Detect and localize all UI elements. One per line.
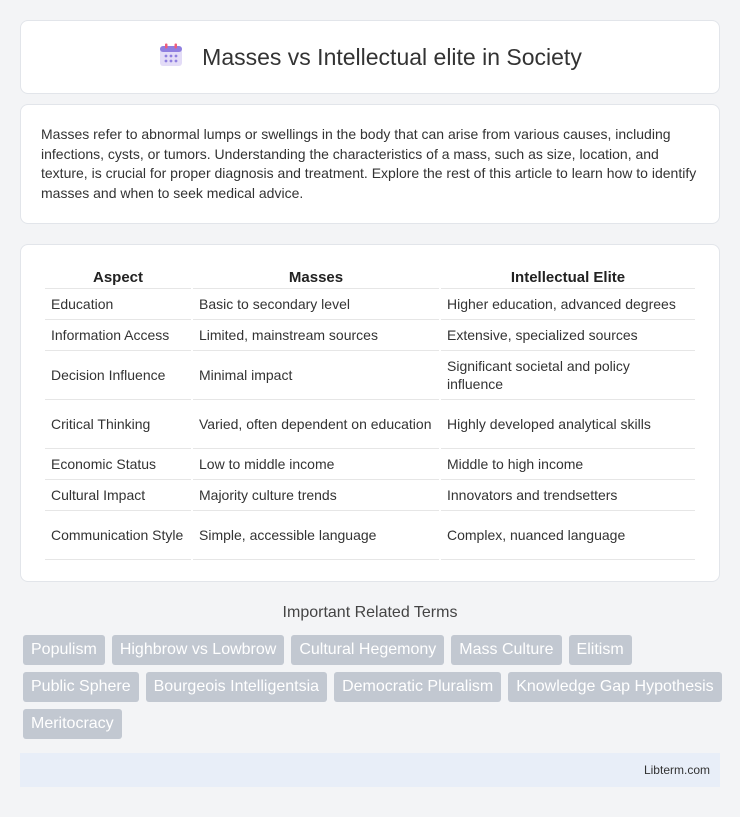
tag-public-sphere[interactable]: Public Sphere (23, 672, 139, 702)
table-row (45, 480, 695, 511)
table-cell: Low to middle income (193, 449, 439, 480)
comparison-table-card (20, 244, 720, 582)
column-header-masses: Masses (193, 265, 439, 289)
table-row (45, 449, 695, 480)
table-cell: Communication Style (45, 511, 191, 560)
table-cell: Limited, mainstream sources (193, 320, 439, 351)
tag-bourgeois-intelligentsia[interactable]: Bourgeois Intelligentsia (146, 672, 327, 702)
tag-cultural-hegemony[interactable]: Cultural Hegemony (291, 635, 444, 665)
page-title: Masses vs Intellectual elite in Society (202, 43, 582, 70)
table-cell: Simple, accessible language (193, 511, 439, 560)
tag-democratic-pluralism[interactable]: Democratic Pluralism (334, 672, 501, 702)
comparison-table (43, 265, 697, 560)
table-cell: Extensive, specialized sources (441, 320, 695, 351)
tag-highbrow-vs-lowbrow[interactable]: Highbrow vs Lowbrow (112, 635, 285, 665)
tag-populism[interactable]: Populism (23, 635, 105, 665)
table-cell: Varied, often dependent on education (193, 400, 439, 449)
table-cell: Highly developed analytical skills (441, 400, 695, 449)
table-row (45, 400, 695, 449)
table-header-row (45, 265, 695, 289)
column-header-aspect: Aspect (45, 265, 191, 289)
tag-elitism[interactable]: Elitism (569, 635, 632, 665)
table-cell: Complex, nuanced language (441, 511, 695, 560)
table-cell: Information Access (45, 320, 191, 351)
table-cell: Minimal impact (193, 351, 439, 400)
related-terms-title: Important Related Terms (282, 604, 458, 621)
header-card (20, 20, 720, 94)
intro-text: Masses refer to abnormal lumps or swellings in the body that can arise from various causes, including infections, cysts, or tumors. Understanding the characteristics of a mass, such as size, location, and texture, is crucial for proper diagnosis and treatment. Explore the rest of this article to learn how to identify masses and when to seek medical advice. (41, 126, 697, 201)
table-cell: Critical Thinking (45, 400, 191, 449)
table-row (45, 351, 695, 400)
related-terms-tags (23, 635, 723, 739)
table-cell: Decision Influence (45, 351, 191, 400)
table-cell: Education (45, 289, 191, 320)
table-cell: Basic to secondary level (193, 289, 439, 320)
tag-mass-culture[interactable]: Mass Culture (451, 635, 561, 665)
table-row (45, 320, 695, 351)
column-header-intellectual-elite: Intellectual Elite (441, 265, 695, 289)
tag-meritocracy[interactable]: Meritocracy (23, 709, 122, 739)
footer (20, 753, 720, 787)
footer-site-link[interactable]: Libterm.com (643, 763, 710, 777)
tag-knowledge-gap-hypothesis[interactable]: Knowledge Gap Hypothesis (508, 672, 721, 702)
table-cell: Cultural Impact (45, 480, 191, 511)
table-cell: Majority culture trends (193, 480, 439, 511)
calendar-icon (158, 42, 184, 73)
table-cell: Significant societal and policy influence (441, 351, 695, 400)
table-row (45, 289, 695, 320)
table-cell: Innovators and trendsetters (441, 480, 695, 511)
intro-card (20, 104, 720, 224)
table-row (45, 511, 695, 560)
table-cell: Middle to high income (441, 449, 695, 480)
table-cell: Economic Status (45, 449, 191, 480)
table-cell: Higher education, advanced degrees (441, 289, 695, 320)
